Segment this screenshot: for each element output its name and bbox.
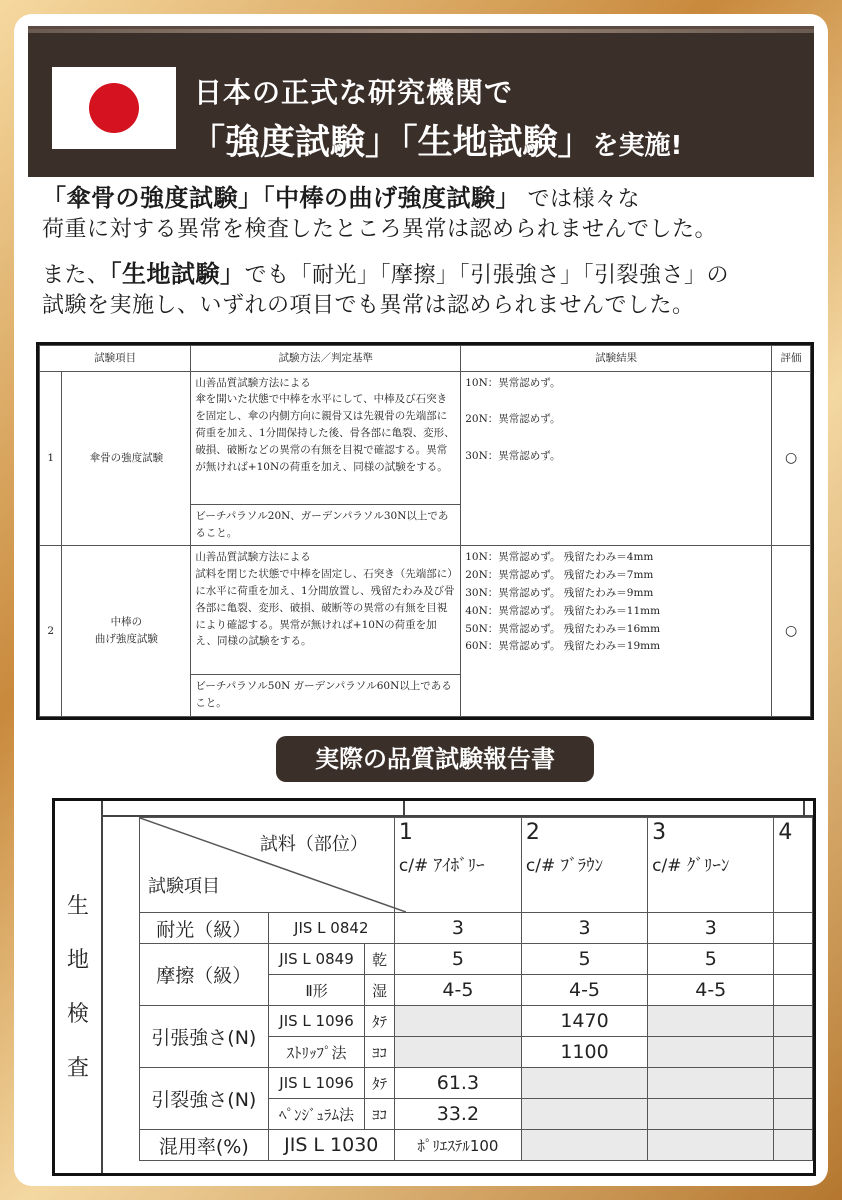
tensile-warp-value: 1470 bbox=[521, 1006, 647, 1037]
empty-cell bbox=[521, 1130, 647, 1161]
sample-column-3 bbox=[648, 818, 774, 913]
row-eval: ○ bbox=[772, 371, 811, 546]
result-line: 40N：異常認めず。 残留たわみ＝11mm bbox=[465, 604, 661, 617]
rub-type: Ⅱ形 bbox=[268, 975, 365, 1006]
intro-line2: 荷重に対する異常を検査したところ異常は認められませんでした。 bbox=[42, 217, 718, 242]
sample-label: 試料（部位） bbox=[259, 834, 368, 855]
empty-cell bbox=[648, 1099, 774, 1130]
header-highlight: 「強度試験」「生地試験」 bbox=[190, 123, 593, 163]
item-label: 試験項目 bbox=[148, 876, 220, 897]
blend-std: JIS L 1030 bbox=[268, 1130, 394, 1161]
band-divider bbox=[803, 801, 805, 815]
light-value: 3 bbox=[648, 913, 774, 944]
table-row bbox=[140, 1006, 813, 1037]
light-std: JIS L 0842 bbox=[268, 913, 394, 944]
category-char: 査 bbox=[66, 1056, 89, 1081]
empty-cell bbox=[521, 1068, 647, 1099]
tear-warp-value: 61.3 bbox=[394, 1068, 521, 1099]
result-line: 20N：異常認めず。 残留たわみ＝7mm bbox=[465, 569, 654, 582]
table-row bbox=[140, 1068, 813, 1099]
empty-cell bbox=[774, 1006, 813, 1037]
method-detail: 傘を開いた状態で中棒を水平にして、中棒及び石突きを固定し、傘の内側方向に親骨又は先親骨の先端部に荷重を加え、1分間保持した後、骨各部に亀裂、変形、破損、破断などの異常の有無を目視で確認する。異常が無ければ+10Nの荷重を加え、同様の試験をする。 bbox=[195, 393, 455, 473]
sample-number: 1 bbox=[398, 820, 413, 845]
intro-text-2b: でも「耐光」「摩擦」「引張強さ」「引裂強さ」の bbox=[244, 263, 730, 288]
tensile-std: JIS L 1096 bbox=[268, 1006, 365, 1037]
fabric-header-row bbox=[140, 818, 813, 913]
empty-cell bbox=[774, 1130, 813, 1161]
result-line: 10N：異常認めず。 bbox=[465, 376, 561, 389]
band-divider bbox=[403, 801, 405, 815]
rub-wet-label: 湿 bbox=[365, 975, 394, 1006]
strength-test-table bbox=[36, 342, 814, 720]
tear-weft-label: ﾖｺ bbox=[365, 1099, 394, 1130]
intro-text-1: では様々な bbox=[520, 187, 640, 212]
method-title: 山善品質試験方法による bbox=[195, 551, 311, 564]
rub-wet-value: 4-5 bbox=[394, 975, 521, 1006]
result-line: 10N：異常認めず。 残留たわみ＝4mm bbox=[465, 551, 654, 564]
tensile-weft-value: 1100 bbox=[521, 1037, 647, 1068]
tear-warp-label: ﾀﾃ bbox=[365, 1068, 394, 1099]
header-line1: 日本の正式な研究機関で bbox=[194, 76, 514, 109]
row-name-line2: 曲げ強度試験 bbox=[94, 633, 158, 646]
header-item: 試験項目 bbox=[40, 346, 191, 372]
empty-cell bbox=[774, 913, 813, 944]
fabric-table bbox=[139, 817, 813, 1161]
header-stripe bbox=[28, 29, 814, 33]
intro-text-2a: また、 bbox=[42, 263, 110, 288]
result-line: 20N：異常認めず。 bbox=[465, 413, 561, 426]
intro-line4: 試験を実施し、いずれの項目でも異常は認められませんでした。 bbox=[42, 293, 695, 318]
rub-dry-value: 5 bbox=[394, 944, 521, 975]
rub-std: JIS L 0849 bbox=[268, 944, 365, 975]
sample-column-2 bbox=[521, 818, 647, 913]
empty-cell bbox=[648, 1130, 774, 1161]
empty-cell bbox=[774, 1099, 813, 1130]
result-line: 30N：異常認めず。 残留たわみ＝9mm bbox=[465, 586, 654, 599]
tensile-weft-label: ﾖｺ bbox=[365, 1037, 394, 1068]
method-title: 山善品質試験方法による bbox=[195, 376, 311, 389]
empty-cell bbox=[521, 1099, 647, 1130]
light-value: 3 bbox=[394, 913, 521, 944]
sample-column-1 bbox=[394, 818, 521, 913]
header-eval: 評価 bbox=[772, 346, 811, 372]
intro-bold-2: 「生地試験」 bbox=[109, 260, 245, 288]
empty-cell bbox=[394, 1006, 521, 1037]
header-result: 試験結果 bbox=[461, 346, 772, 372]
row-number: 1 bbox=[40, 371, 62, 546]
table-row bbox=[140, 944, 813, 975]
empty-cell bbox=[774, 944, 813, 975]
rub-label: 摩擦（級） bbox=[140, 944, 269, 1006]
row-method bbox=[191, 371, 461, 504]
header-line2 bbox=[190, 115, 682, 165]
tear-weft-value: 33.2 bbox=[394, 1099, 521, 1130]
diagonal-header-cell bbox=[140, 818, 395, 913]
rub-wet-value: 4-5 bbox=[521, 975, 647, 1006]
row-number: 2 bbox=[40, 546, 62, 717]
table-row bbox=[140, 1130, 813, 1161]
empty-cell bbox=[774, 975, 813, 1006]
row-results bbox=[461, 546, 772, 717]
rub-dry-value: 5 bbox=[521, 944, 647, 975]
light-label: 耐光（級） bbox=[140, 913, 269, 944]
table-row bbox=[40, 546, 811, 675]
tensile-method: ｽﾄﾘｯﾌﾟ法 bbox=[268, 1037, 365, 1068]
sample-number: 2 bbox=[525, 820, 540, 845]
empty-cell bbox=[394, 1037, 521, 1068]
row-name-line1: 中棒の bbox=[110, 616, 143, 629]
row-eval: ○ bbox=[772, 546, 811, 717]
japan-flag-icon bbox=[52, 67, 176, 149]
row-criteria: ビーチパラソル50N ガーデンパラソル60N以上であること。 bbox=[191, 675, 461, 717]
empty-cell bbox=[774, 1068, 813, 1099]
rub-dry-label: 乾 bbox=[365, 944, 394, 975]
flag-sun bbox=[89, 83, 139, 133]
category-char: 検 bbox=[66, 1002, 89, 1027]
row-criteria: ビーチパラソル20N、ガーデンパラソル30N以上であること。 bbox=[191, 504, 461, 546]
category-char: 地 bbox=[66, 948, 89, 973]
sample-name: c/# ｸﾞﾘｰﾝ bbox=[652, 856, 730, 876]
content-panel bbox=[14, 14, 828, 1186]
strength-table bbox=[39, 345, 811, 717]
blend-value: ﾎﾟﾘｴｽﾃﾙ100 bbox=[394, 1130, 521, 1161]
table-header-row bbox=[40, 346, 811, 372]
tear-label: 引裂強さ(N) bbox=[140, 1068, 269, 1130]
blend-label: 混用率(%) bbox=[140, 1130, 269, 1161]
row-results bbox=[461, 371, 772, 546]
row-name: 傘骨の強度試験 bbox=[62, 371, 191, 546]
fabric-report-scan bbox=[52, 798, 816, 1176]
intro-line3 bbox=[42, 254, 729, 289]
method-detail: 試料を閉じた状態で中棒を固定し、石突き（先端部に）に水平に荷重を加え、1分間放置し、残留たわみ及び骨各部に亀裂、変形、破損、破断等の異常の有無を目視により確認する。異常が無ければ+10Nの荷重を加え、同様の試験をする。 bbox=[195, 568, 455, 648]
result-line: 60N：異常認めず。 残留たわみ＝19mm bbox=[465, 640, 661, 653]
rub-wet-value: 4-5 bbox=[648, 975, 774, 1006]
intro-line1 bbox=[42, 178, 640, 213]
empty-cell bbox=[648, 1006, 774, 1037]
tear-std: JIS L 1096 bbox=[268, 1068, 365, 1099]
sample-name: c/# ﾌﾞﾗｳﾝ bbox=[525, 856, 604, 876]
header-suffix: を実施! bbox=[592, 131, 683, 161]
table-row bbox=[140, 913, 813, 944]
row-method bbox=[191, 546, 461, 675]
empty-cell bbox=[648, 1037, 774, 1068]
sample-name: c/# ｱｲﾎﾞﾘｰ bbox=[398, 856, 485, 876]
light-value: 3 bbox=[521, 913, 647, 944]
top-band bbox=[103, 801, 816, 817]
sample-column-4 bbox=[774, 818, 813, 913]
tensile-warp-label: ﾀﾃ bbox=[365, 1006, 394, 1037]
tear-method: ﾍﾟﾝｼﾞｭﾗﾑ法 bbox=[268, 1099, 365, 1130]
header-banner bbox=[28, 26, 814, 177]
tensile-label: 引張強さ(N) bbox=[140, 1006, 269, 1068]
empty-cell bbox=[774, 1037, 813, 1068]
result-line: 30N：異常認めず。 bbox=[465, 450, 561, 463]
report-label-badge: 実際の品質試験報告書 bbox=[276, 736, 594, 782]
category-column bbox=[55, 801, 103, 1173]
result-line: 50N：異常認めず。 残留たわみ＝16mm bbox=[465, 622, 661, 635]
header-method: 試験方法／判定基準 bbox=[191, 346, 461, 372]
rub-dry-value: 5 bbox=[648, 944, 774, 975]
table-row bbox=[40, 371, 811, 504]
sample-number: 4 bbox=[778, 820, 793, 845]
sample-number: 3 bbox=[652, 820, 667, 845]
category-char: 生 bbox=[66, 894, 89, 919]
row-name bbox=[62, 546, 191, 717]
intro-bold-1: 「傘骨の強度試験」「中棒の曲げ強度試験」 bbox=[42, 184, 520, 212]
empty-cell bbox=[648, 1068, 774, 1099]
